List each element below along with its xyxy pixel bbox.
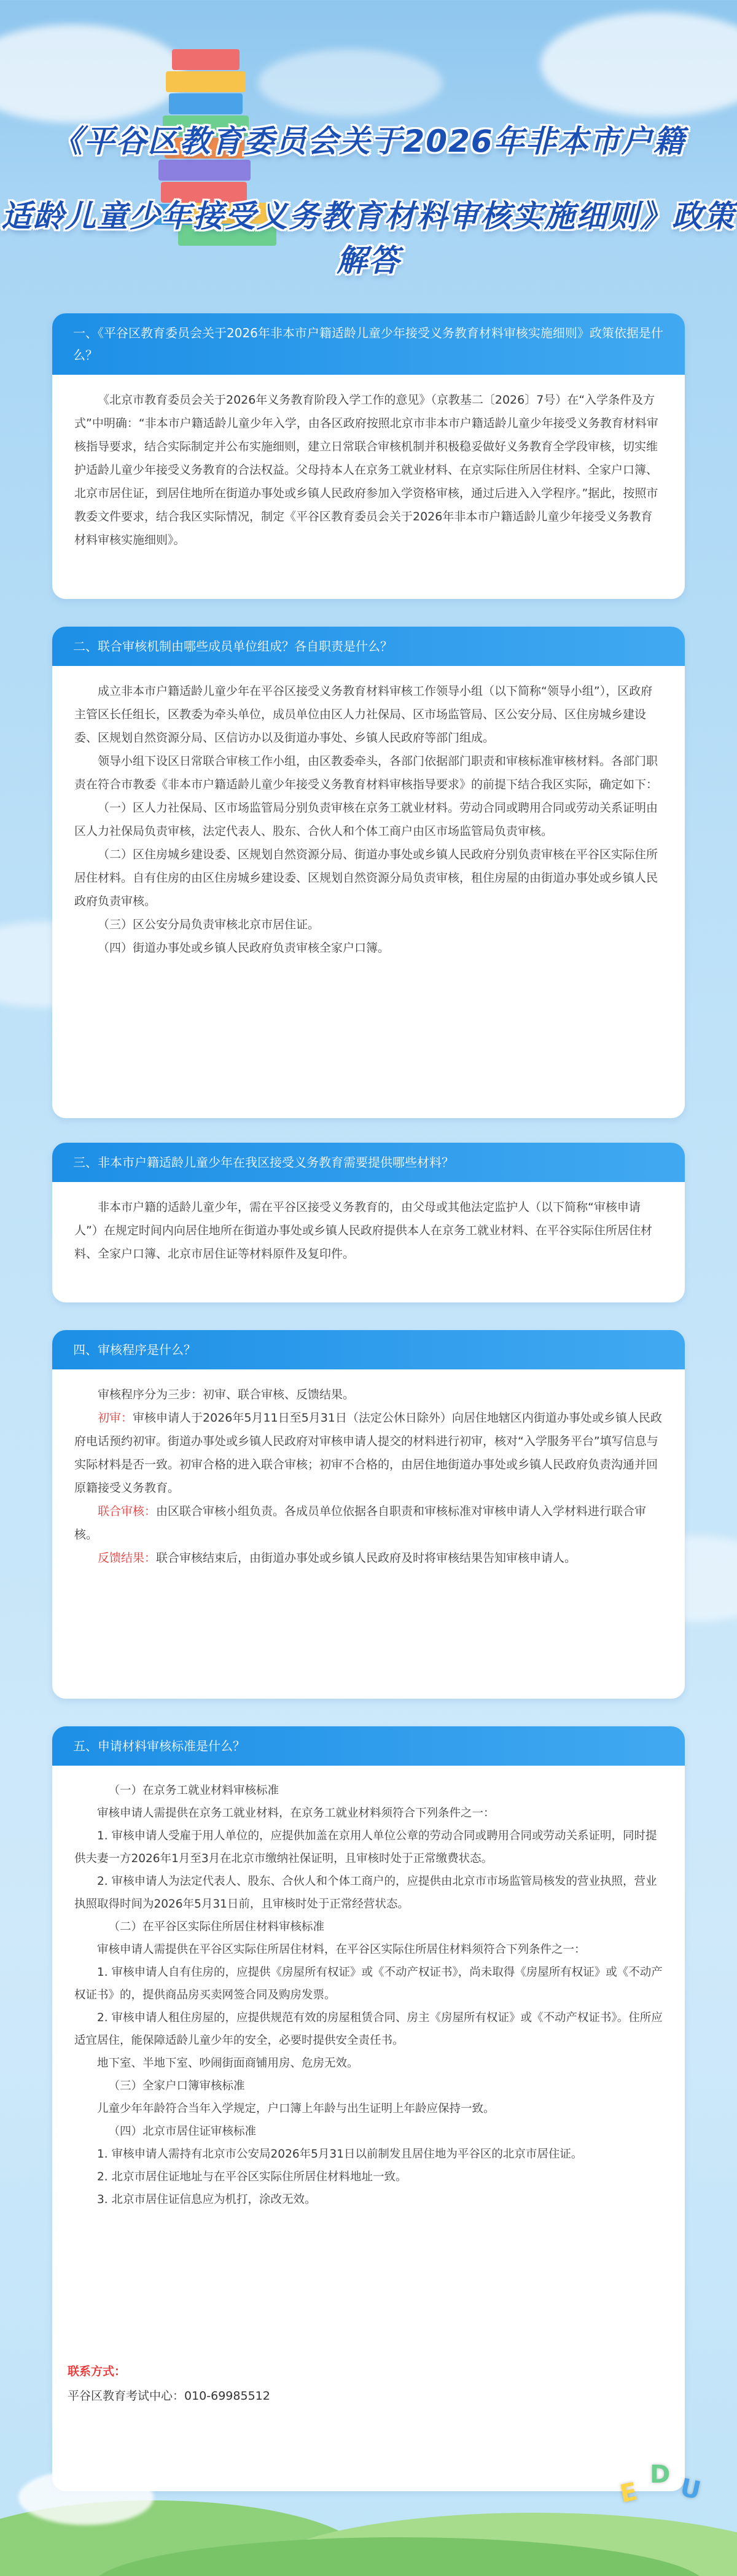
paragraph: 非本市户籍的适龄儿童少年，需在平谷区接受义务教育的，由父母或其他法定监护人（以下简称“审核申请人”）在规定时间内向居住地所在街道办事处或乡镇人民政府提供本人在京务工就业材料、在平谷实际住所居住材料、全家户口簿、北京市居住证等材料原件及复印件。 [74,1200,652,1261]
step-label: 反馈结果： [98,1551,157,1565]
section-heading: 三、非本市户籍适龄儿童少年在我区接受义务教育需要提供哪些材料？ [52,1143,685,1182]
paragraph: 1. 审核申请人需持有北京市公安局2026年5月31日以前制发且居住地为平谷区的北京市居住证。 [97,2148,583,2161]
subsection-title: （四）北京市居住证审核标准 [108,2125,257,2138]
edu-letter: U [677,2473,703,2505]
paragraph: （一）区人力社保局、区市场监管局分别负责审核在京务工就业材料。劳动合同或聘用合同或劳动关系证明由区人力社保局负责审核，法定代表人、股东、合伙人和个体工商户由区市场监管局负责审核。 [74,801,658,838]
step-text: 审核申请人于2026年5月11日至5月31日（法定公休日除外）向居住地辖区内街道办事处或乡镇人民政府电话预约初审。街道办事处或乡镇人民政府对审核申请人提交的材料进行初审，核对“入学服务平台”填写信息与实际材料是否一致。初审合格的进入联合审核；初审不合格的，由居住地街道办事处或乡镇人民政府负责沟通并回原籍接受义务教育。 [74,1411,662,1495]
procedure-step [74,1546,663,1570]
paragraph: 2. 审核申请人为法定代表人、股东、合伙人和个体工商户的，应提供由北京市市场监管局核发的营业执照，营业执照取得时间为2026年5月31日前，且审核时处于正常经营状态。 [74,1875,657,1911]
section-required-materials [52,1143,685,1302]
paragraph: 儿童少年年龄符合当年入学规定，户口簿上年龄与出生证明上年龄应保持一致。 [97,2102,495,2115]
paragraph: 审核申请人需提供在平谷区实际住所居住材料，在平谷区实际住所居住材料须符合下列条件之一： [97,1943,586,1956]
section-body [52,375,685,564]
contact-phone: 平谷区教育考试中心：010-69985512 [68,2389,270,2403]
paragraph: 审核程序分为三步：初审、联合审核、反馈结果。 [98,1388,355,1401]
edu-letter: E [617,2477,640,2509]
section-policy-basis [52,313,685,599]
step-label: 初审： [98,1411,133,1425]
section-review-procedure [52,1330,685,1699]
edu-lettering [617,2454,712,2547]
paragraph: （三）区公安分局负责审核北京市居住证。 [98,918,320,931]
step-label: 联合审核： [98,1505,157,1518]
section-heading: 五、申请材料审核标准是什么？ [52,1726,685,1766]
paragraph: 领导小组下设区日常联合审核工作小组，由区教委牵头，各部门依据部门职责和审核标准审核材料。各部门职责在符合市教委《非本市户籍适龄儿童少年接受义务教育材料审核指导要求》的前提下结合我区实际，确定如下： [74,754,658,791]
section-heading: 四、审核程序是什么？ [52,1330,685,1369]
procedure-step [74,1406,663,1500]
section-heading: 一、《平谷区教育委员会关于2026年非本市户籍适龄儿童少年接受义务教育材料审核实施细则》政策依据是什么？ [52,313,685,375]
paragraph: （二）区住房城乡建设委、区规划自然资源分局、街道办事处或乡镇人民政府分别负责审核在平谷区实际住所居住材料。自有住房的由区住房城乡建设委、区规划自然资源分局负责审核，租住房屋的由街道办事处或乡镇人民政府负责审核。 [74,848,658,908]
paragraph: 《北京市教育委员会关于2026年义务教育阶段入学工作的意见》（京教基二〔2026〕7号）在“入学条件及方式”中明确：“非本市户籍适龄儿童少年入学，由各区政府按照北京市非本市户籍适龄儿童少年接受义务教育材料审核指导要求，结合实际制定并公布实施细则，建立日常联合审核机制并积极稳妥做好义务教育全学段审核，切实维护适龄儿童少年接受义务教育的合法权益。父母持本人在京务工就业材料、在京实际住所居住材料、全家户口簿、北京市居住证，到居住地所在街道办事处或乡镇人民政府参加入学资格审核，通过后进入入学程序。”据此，按照市教委文件要求，结合我区实际情况，制定《平谷区教育委员会关于2026年非本市户籍适龄儿童少年接受义务教育材料审核实施细则》。 [74,393,658,547]
paragraph: 2. 北京市居住证地址与在平谷区实际住所居住材料地址一致。 [97,2171,407,2183]
section-body [52,666,685,972]
paragraph: 审核申请人需提供在京务工就业材料，在京务工就业材料须符合下列条件之一： [97,1807,495,1820]
cloud-decor [18,2470,154,2525]
edu-letter: D [650,2461,671,2489]
footer-illustration [0,2445,737,2576]
page-title-line-2: 适龄儿童少年接受义务教育材料审核实施细则》政策解答 [1,198,736,278]
paragraph: 1. 审核申请人受雇于用人单位的，应提供加盖在京用人单位公章的劳动合同或聘用合同或劳动关系证明，同时提供夫妻一方2026年1月至3月在北京市缴纳社保证明，且审核时处于正常缴费状态。 [74,1830,657,1865]
section-body [52,1369,685,1582]
paragraph: 3. 北京市居住证信息应为机打，涂改无效。 [97,2193,316,2206]
section-joint-review [52,627,685,1118]
paragraph: （四）街道办事处或乡镇人民政府负责审核全家户口簿。 [98,941,390,955]
procedure-step [74,1500,663,1546]
paragraph: 1. 审核申请人自有住房的，应提供《房屋所有权证》或《不动产权证书》，尚未取得《房屋所有权证》或《不动产权证书》的，提供商品房买卖网签合同及购房发票。 [74,1966,663,2002]
page-title-line-1: 《平谷区教育委员会关于2026年非本市户籍 [52,123,685,159]
contact-title: 联系方式： [68,2365,127,2378]
subsection-title: （二）在平谷区实际住所居住材料审核标准 [108,1920,325,1933]
paragraph: 地下室、半地下室、吵闹街面商铺用房、危房无效。 [97,2057,359,2070]
step-text: 由区联合审核小组负责。各成员单位依据各自职责和审核标准对审核申请人入学材料进行联合审核。 [74,1505,647,1541]
paragraph: 成立非本市户籍适龄儿童少年在平谷区接受义务教育材料审核工作领导小组（以下简称“领导小组”），区政府主管区长任组长，区教委为牵头单位，成员单位由区人力社保局、区市场监管局、区公安分局、区住房城乡建设委、区规划自然资源分局、区信访办以及街道办事处、乡镇人民政府等部门组成。 [74,684,653,745]
paragraph: 2. 审核申请人租住房屋的，应提供规范有效的房屋租赁合同、房主《房屋所有权证》或《不动产权证书》。住所应适宜居住，能保障适龄儿童少年的安全，必要时提供安全责任书。 [74,2011,663,2047]
section-heading: 二、联合审核机制由哪些成员单位组成？各自职责是什么？ [52,627,685,666]
contact-info [68,2359,270,2408]
header-banner [0,0,737,289]
step-text: 联合审核结束后，由街道办事处或乡镇人民政府及时将审核结果告知审核申请人。 [156,1551,577,1565]
subsection-title: （三）全家户口簿审核标准 [108,2080,245,2093]
subsection-title: （一）在京务工就业材料审核标准 [108,1784,279,1797]
section-body [52,1182,685,1278]
section-body [52,1766,685,2223]
